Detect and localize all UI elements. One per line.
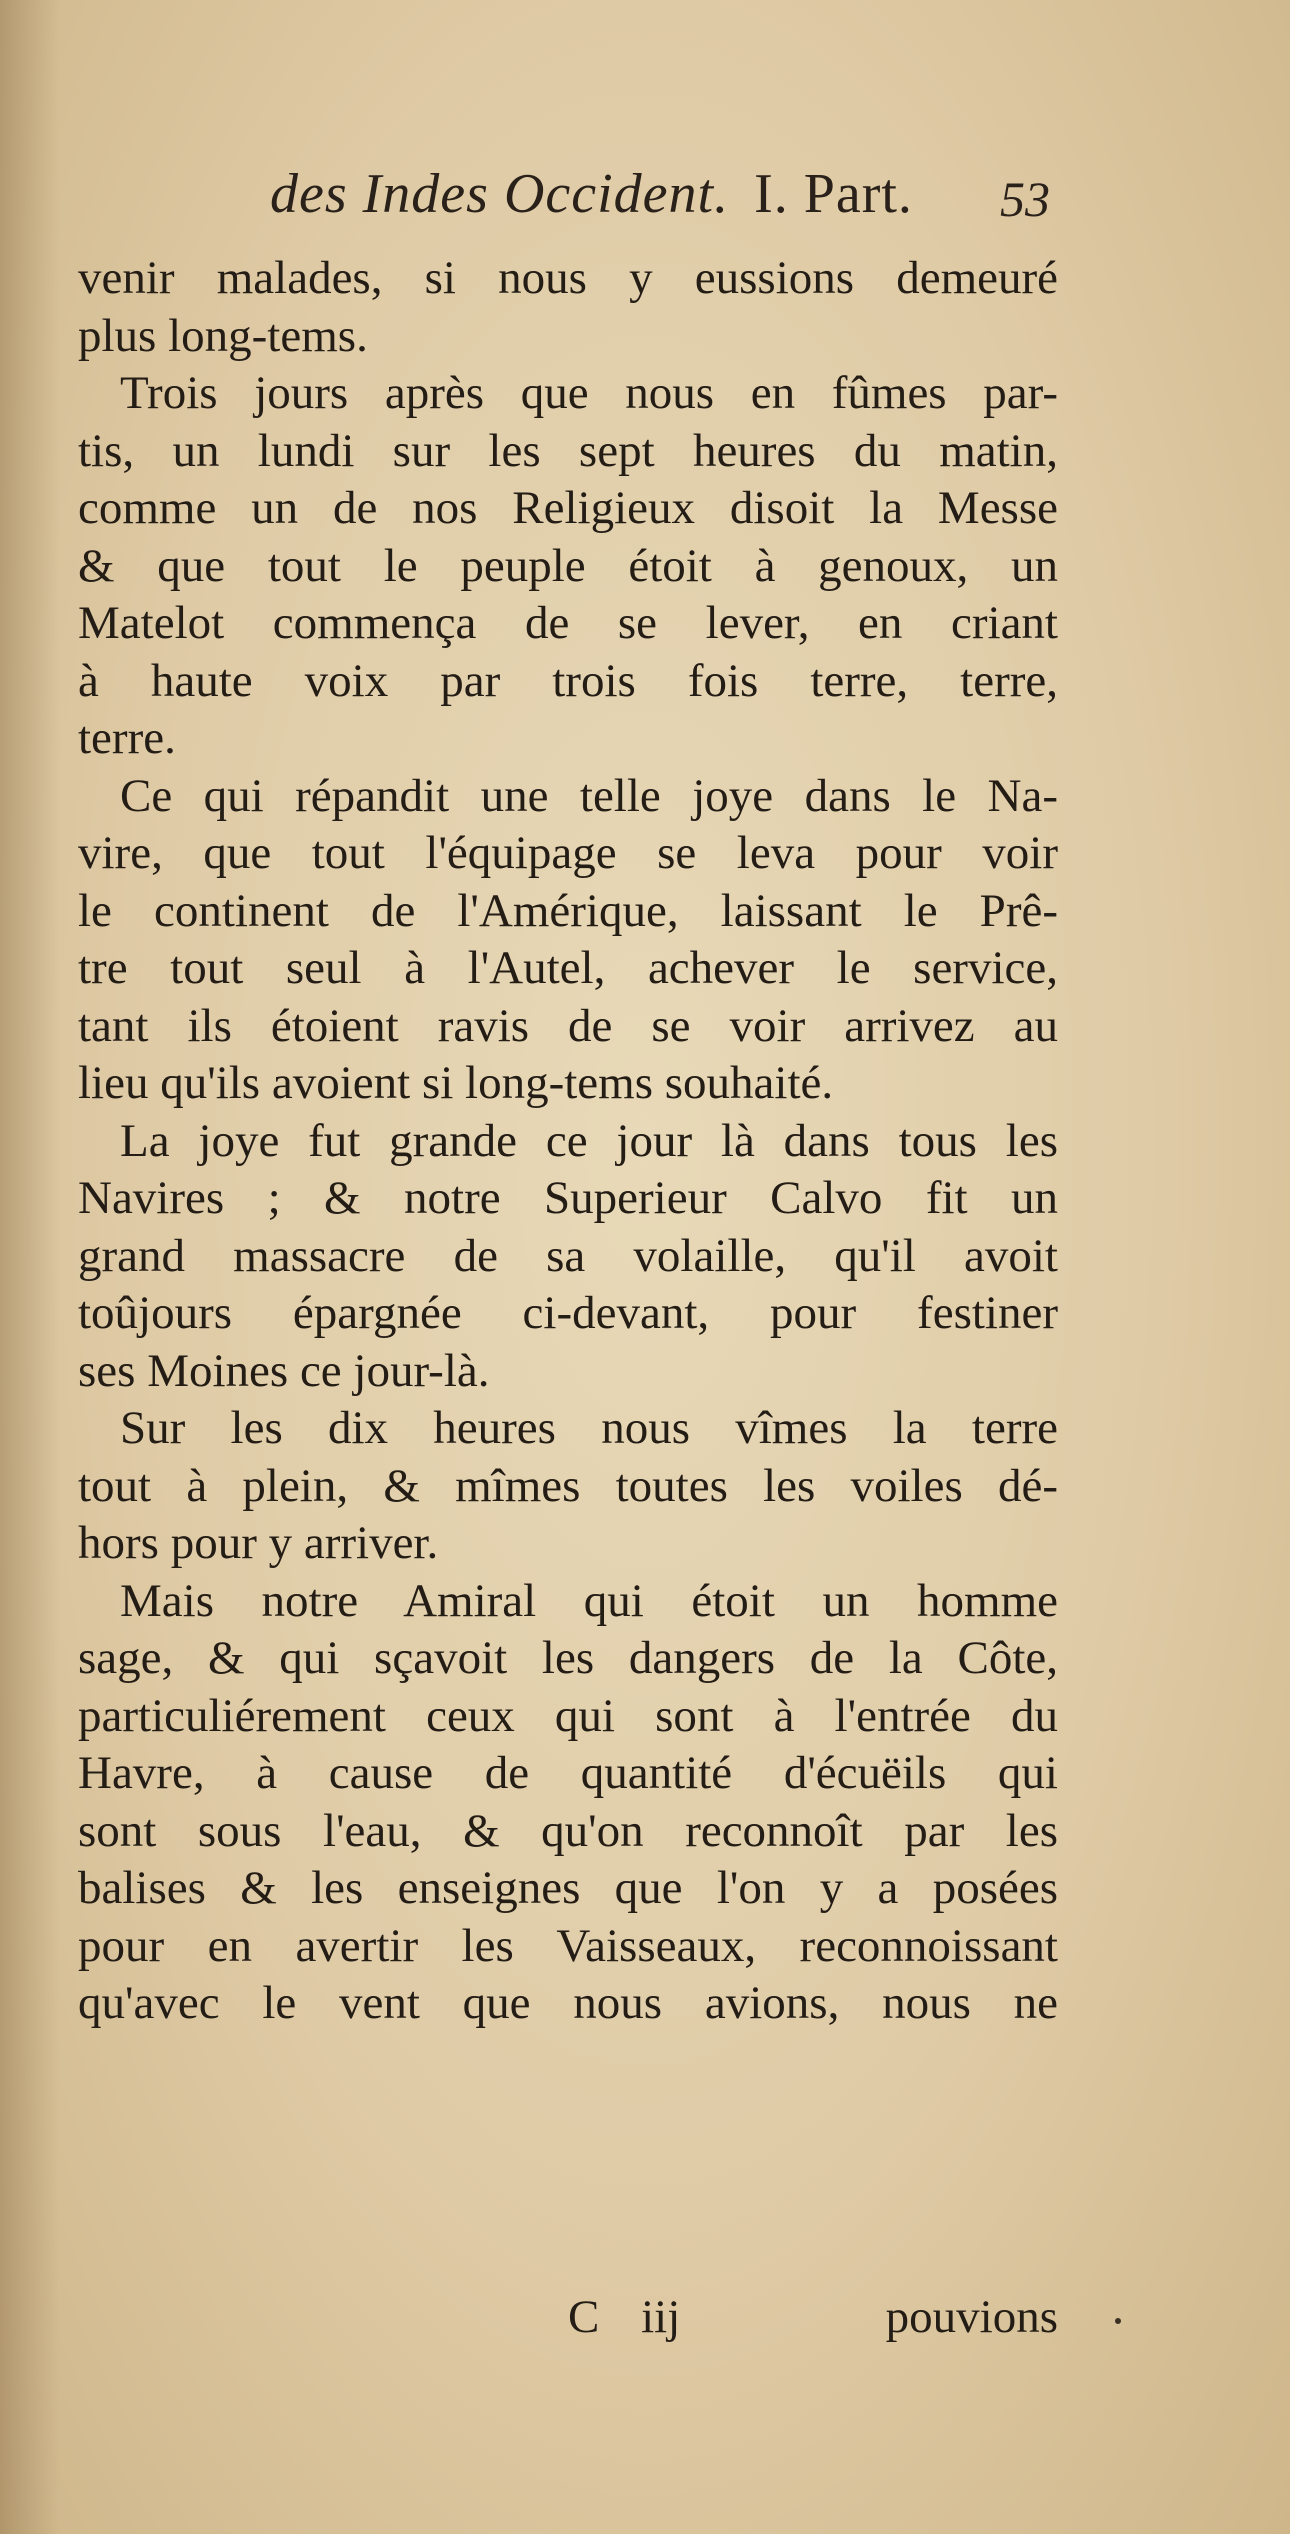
text-line: venir malades, si nous y eussions demeuré [78,252,1058,304]
text-line: grand massacre de sa volaille, qu'il avoit [78,1229,1058,1282]
text-line: lieu qu'ils avoient si long-tems souhaité. [78,1057,834,1109]
ink-speck [1115,2318,1121,2324]
text-line: Navires ; & notre Superieur Calvo fit un [78,1172,1058,1224]
running-head [270,162,913,226]
gutter-shadow [0,0,60,2534]
text-line: qu'avec le vent que nous avions, nous ne [78,1977,1058,2029]
text-line: sage, & qui sçavoit les dangers de la Côte, [78,1632,1058,1684]
running-head-title: des Indes Occident. [270,163,730,225]
text-line: tout à plein, & mîmes toutes les voiles dé- [78,1459,1058,1512]
text-line: & que tout le peuple étoit à genoux, un [78,539,1058,592]
page-footer [78,2290,1058,2350]
text-line: Sur les dix heures nous vîmes la terre [120,1402,1058,1454]
text-line: tis, un lundi sur les sept heures du matin, [78,424,1058,477]
text-line: Havre, à cause de quantité d'écuëils qui [78,1747,1058,1799]
text-line: ses Moines ce jour-là. [78,1344,490,1397]
text-line: comme un de nos Religieux disoit la Messe [78,482,1058,534]
text-line: La joye fut grande ce jour là dans tous les [120,1114,1058,1167]
text-line: vire, que tout l'équipage se leva pour voir [78,827,1058,879]
text-line: hors pour y arriver. [78,1517,439,1569]
text-line: balises & les enseignes que l'on y a posées [78,1862,1058,1914]
text-line: le continent de l'Amérique, laissant le Prê- [78,884,1058,937]
text-line: pour en avertir les Vaisseaux, reconnoissant [78,1919,1058,1972]
text-line: Matelot commença de se lever, en criant [78,597,1058,649]
text-line: sont sous l'eau, & qu'on reconnoît par les [78,1804,1058,1857]
running-head-part: I. Part. [754,163,913,225]
signature-mark: C iij [568,2291,681,2343]
text-line: toûjours épargnée ci-devant, pour festiner [78,1287,1058,1339]
text-line: tre tout seul à l'Autel, achever le service, [78,942,1058,994]
text-line: Ce qui répandit une telle joye dans le Na- [120,769,1058,822]
text-line: tant ils étoient ravis de se voir arrivez au [78,999,1058,1052]
text-line: Trois jours après que nous en fûmes par- [120,367,1058,419]
body-text [78,250,1058,2033]
catchword: pouvions [885,2291,1058,2343]
page-number: 53 [1000,171,1050,227]
text-line: Mais notre Amiral qui étoit un homme [120,1574,1058,1627]
text-line: plus long-tems. [78,309,368,362]
text-line: particuliérement ceux qui sont à l'entrée du [78,1689,1058,1742]
text-line: terre. [78,712,176,764]
text-line: à haute voix par trois fois terre, terre, [78,654,1058,707]
